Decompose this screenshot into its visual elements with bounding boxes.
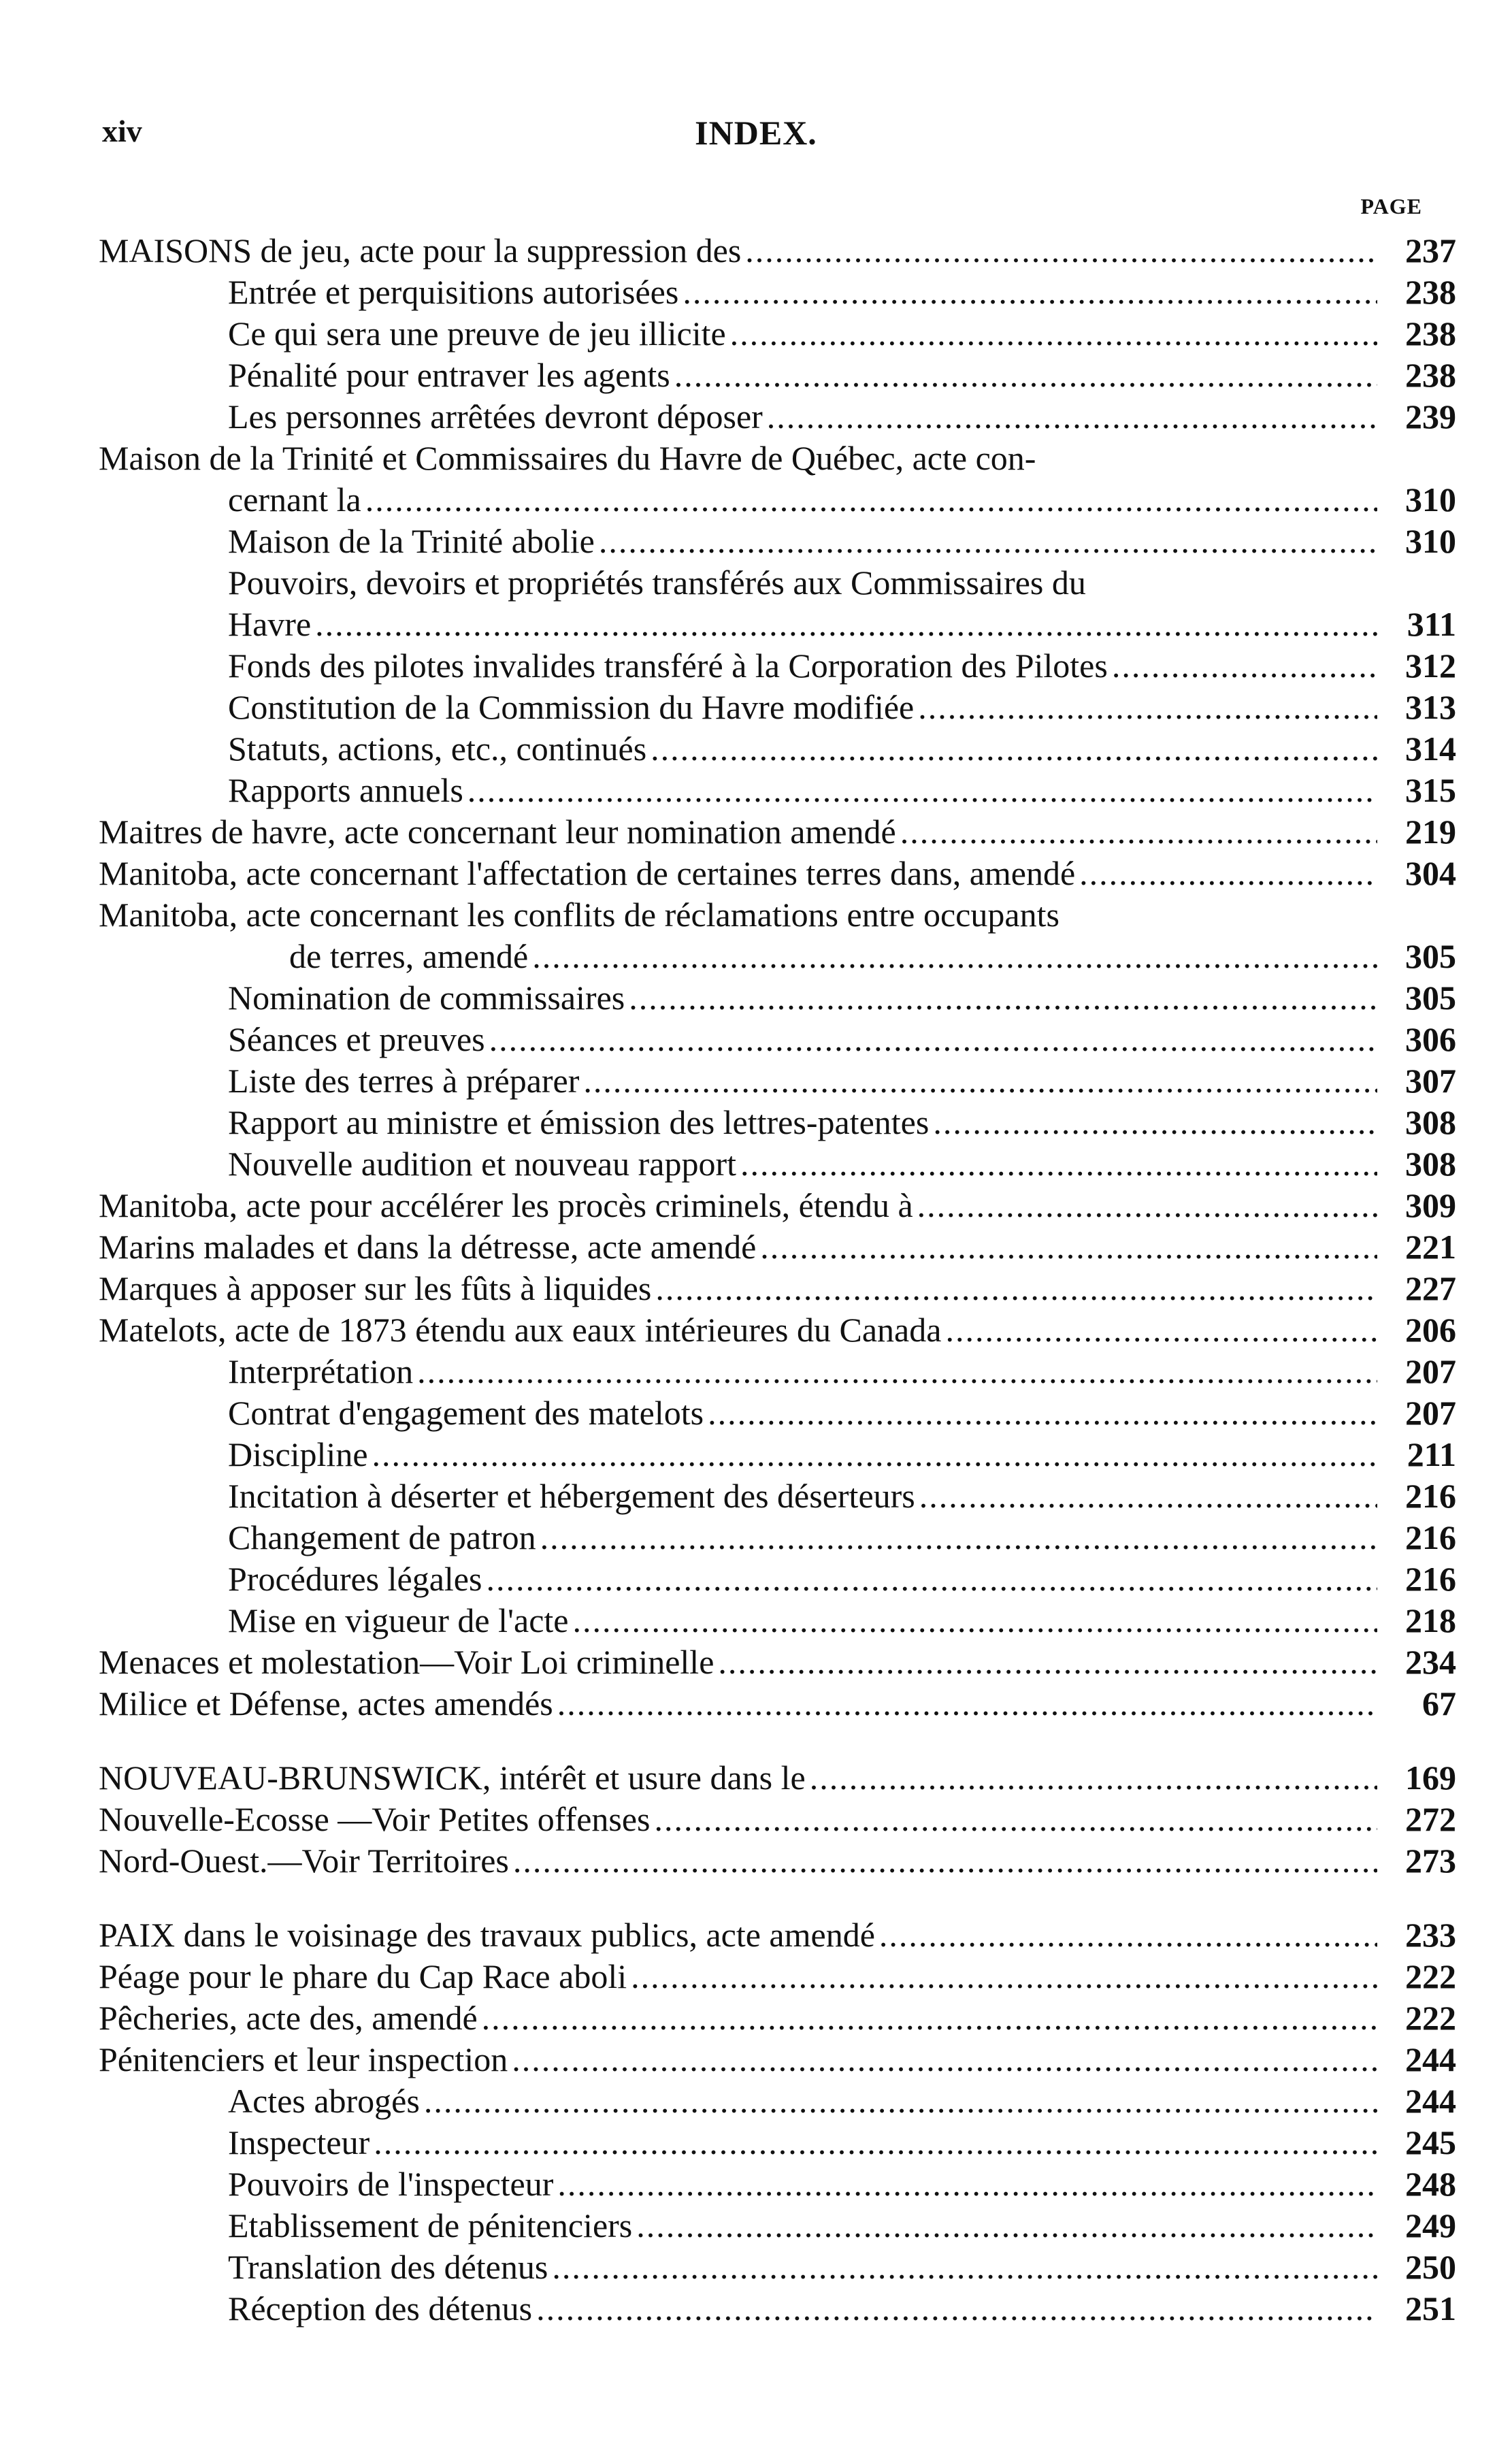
index-entry: [99, 1226, 1456, 1268]
entry-page-number: 305: [1405, 979, 1456, 1017]
entry-page-number: 248: [1405, 2165, 1456, 2203]
entry-text: Matelots, acte de 1873 étendu aux eaux intérieures du Canada: [99, 1311, 942, 1349]
dot-leader: [557, 2163, 1377, 2205]
index-entry: [99, 355, 1456, 396]
entry-text: Maison de la Trinité abolie: [228, 522, 595, 560]
index-entry: [99, 1956, 1456, 1997]
dot-leader: [918, 687, 1377, 728]
entry-text: Menaces et molestation—Voir Loi criminelle: [99, 1643, 714, 1681]
entry-text: Changement de patron: [228, 1518, 536, 1556]
entry-text: Procédures légales: [228, 1560, 482, 1598]
entry-page-number: 308: [1405, 1103, 1456, 1141]
dot-leader: [879, 1914, 1377, 1956]
index-entry: [99, 1268, 1456, 1309]
dot-leader: [636, 2205, 1377, 2247]
dot-leader: [674, 355, 1377, 396]
dot-leader: [745, 230, 1377, 272]
entry-page-number: 251: [1405, 2289, 1456, 2328]
entry-page-number: 216: [1405, 1560, 1456, 1598]
dot-leader: [365, 479, 1377, 521]
index-entry: [99, 272, 1456, 313]
entry-page-number: 216: [1405, 1518, 1456, 1556]
dot-leader: [532, 936, 1377, 977]
index-entry: [99, 2080, 1456, 2122]
entry-page-number: 238: [1405, 356, 1456, 394]
index-entry: [99, 728, 1456, 770]
entry-page-number: 239: [1405, 397, 1456, 436]
entry-page-number: 310: [1405, 480, 1456, 519]
entry-text: MAISONS de jeu, acte pour la suppression des: [99, 231, 742, 270]
index-entries: [99, 230, 1456, 2330]
index-entry: [99, 1642, 1456, 1683]
entry-page-number: 250: [1405, 2248, 1456, 2286]
section-gap: [99, 1882, 1456, 1914]
index-entry: [99, 1019, 1456, 1060]
index-entry: [99, 604, 1456, 645]
dot-leader: [683, 272, 1377, 313]
index-entry: [99, 770, 1456, 811]
entry-text: Mise en vigueur de l'acte: [228, 1601, 569, 1639]
entry-text: NOUVEAU-BRUNSWICK, intérêt et usure dans le: [99, 1759, 806, 1797]
entry-text: Milice et Défense, actes amendés: [99, 1684, 553, 1722]
index-entry: [99, 313, 1456, 355]
entry-page-number: 309: [1405, 1186, 1456, 1224]
index-entry: [99, 1475, 1456, 1517]
index-entry: [99, 479, 1456, 521]
entry-text: Marques à apposer sur les fûts à liquides: [99, 1269, 652, 1307]
entry-page-number: 218: [1405, 1601, 1456, 1639]
entry-page-number: 169: [1405, 1759, 1456, 1797]
index-entry: [99, 1143, 1456, 1185]
entry-page-number: 305: [1405, 937, 1456, 975]
entry-page-number: 244: [1405, 2040, 1456, 2078]
dot-leader: [552, 2247, 1377, 2288]
entry-text: Maitres de havre, acte concernant leur nomination amendé: [99, 813, 896, 851]
index-entry: [99, 936, 1456, 977]
entry-page-number: 308: [1405, 1145, 1456, 1183]
dot-leader: [482, 1997, 1377, 2039]
section-gap: [99, 1725, 1456, 1757]
dot-leader: [1112, 645, 1377, 687]
index-entry: [99, 521, 1456, 562]
entry-text: de terres, amendé: [289, 937, 529, 975]
index-entry: [99, 2122, 1456, 2163]
entry-text: Péage pour le phare du Cap Race aboli: [99, 1957, 627, 1995]
page-number: xiv: [102, 114, 142, 148]
entry-page-number: 67: [1422, 1684, 1456, 1722]
entry-text: Marins malades et dans la détresse, acte amendé: [99, 1228, 757, 1266]
dot-leader: [467, 770, 1377, 811]
entry-page-number: 207: [1405, 1352, 1456, 1390]
index-entry: [99, 811, 1456, 853]
entry-page-number: 206: [1405, 1311, 1456, 1349]
dot-leader: [933, 1102, 1377, 1143]
index-entry: [99, 2288, 1456, 2330]
entry-page-number: 315: [1405, 771, 1456, 809]
entry-text: Actes abrogés: [228, 2082, 420, 2120]
entry-text: Pouvoirs, devoirs et propriétés transférés aux Commissaires du: [228, 564, 1086, 602]
index-entry: [99, 1351, 1456, 1392]
entry-text: Liste des terres à préparer: [228, 1062, 580, 1100]
entry-text: Rapports annuels: [228, 771, 463, 809]
index-entry: [99, 2039, 1456, 2080]
running-head: [0, 113, 1512, 154]
entry-page-number: 237: [1405, 231, 1456, 270]
entry-page-number: 306: [1405, 1020, 1456, 1058]
entry-page-number: 207: [1405, 1394, 1456, 1432]
entry-page-number: 234: [1405, 1643, 1456, 1681]
index-entry: [99, 1757, 1456, 1799]
dot-leader: [760, 1226, 1377, 1268]
entry-text: Statuts, actions, etc., continués: [228, 730, 647, 768]
page-title: INDEX.: [695, 114, 817, 152]
entry-page-number: 238: [1405, 273, 1456, 311]
entry-text: Fonds des pilotes invalides transféré à la Corporation des Pilotes: [228, 647, 1108, 685]
entry-text: Pénalité pour entraver les agents: [228, 356, 670, 394]
entry-page-number: 222: [1405, 1999, 1456, 2037]
dot-leader: [655, 1268, 1377, 1309]
index-entry: [99, 853, 1456, 894]
entry-text: Pouvoirs de l'inspecteur: [228, 2165, 554, 2203]
dot-leader: [767, 396, 1377, 438]
index-entry: [99, 2205, 1456, 2247]
index-entry: [99, 1558, 1456, 1600]
index-entry: [99, 2163, 1456, 2205]
dot-leader: [540, 1517, 1377, 1558]
dot-leader: [708, 1392, 1377, 1434]
dot-leader: [374, 2122, 1377, 2163]
index-entry: [99, 977, 1456, 1019]
index-entry: [99, 1102, 1456, 1143]
dot-leader: [740, 1143, 1377, 1185]
dot-leader: [919, 1475, 1377, 1517]
entry-text: Nord-Ouest.—Voir Territoires: [99, 1842, 509, 1880]
page-column-label: PAGE: [1360, 194, 1422, 218]
index-entry: [99, 396, 1456, 438]
entry-page-number: 211: [1407, 1435, 1456, 1473]
index-entry: [99, 1799, 1456, 1840]
entry-page-number: 233: [1405, 1916, 1456, 1954]
entry-text: Incitation à déserter et hébergement des déserteurs: [228, 1477, 915, 1515]
dot-leader: [424, 2080, 1377, 2122]
entry-text: Interprétation: [228, 1352, 414, 1390]
entry-text: Contrat d'engagement des matelots: [228, 1394, 704, 1432]
index-entry: [99, 1434, 1456, 1475]
index-entry: [99, 230, 1456, 272]
entry-page-number: 245: [1405, 2123, 1456, 2161]
dot-leader: [557, 1683, 1377, 1725]
entry-text: Nomination de commissaires: [228, 979, 625, 1017]
entry-page-number: 219: [1405, 813, 1456, 851]
entry-page-number: 222: [1405, 1957, 1456, 1995]
entry-page-number: 314: [1405, 730, 1456, 768]
entry-text: Réception des détenus: [228, 2289, 533, 2328]
dot-leader: [372, 1434, 1377, 1475]
entry-text: Constitution de la Commission du Havre modifiée: [228, 688, 915, 726]
entry-page-number: 244: [1405, 2082, 1456, 2120]
dot-leader: [917, 1185, 1377, 1226]
index-entry: [99, 562, 1456, 604]
index-entry: [99, 1997, 1456, 2039]
index-entry: [99, 1840, 1456, 1882]
entry-text: Séances et preuves: [228, 1020, 485, 1058]
entry-text: Translation des détenus: [228, 2248, 548, 2286]
index-entry: [99, 687, 1456, 728]
entry-text: Havre: [228, 605, 312, 643]
entry-text: Ce qui sera une preuve de jeu illicite: [228, 314, 726, 353]
dot-leader: [486, 1558, 1377, 1600]
dot-leader: [718, 1642, 1377, 1683]
dot-leader: [651, 728, 1377, 770]
dot-leader: [583, 1060, 1377, 1102]
entry-text: Pêcheries, acte des, amendé: [99, 1999, 478, 2037]
entry-page-number: 227: [1405, 1269, 1456, 1307]
index-entry: [99, 1060, 1456, 1102]
entry-page-number: 221: [1405, 1228, 1456, 1266]
dot-leader: [512, 2039, 1377, 2080]
entry-text: PAIX dans le voisinage des travaux publics, acte amendé: [99, 1916, 875, 1954]
index-entry: [99, 1914, 1456, 1956]
dot-leader: [315, 604, 1377, 645]
index-entry: [99, 1600, 1456, 1642]
index-entry: [99, 2247, 1456, 2288]
index-entry: [99, 1185, 1456, 1226]
dot-leader: [631, 1956, 1377, 1997]
entry-page-number: 216: [1405, 1477, 1456, 1515]
dot-leader: [489, 1019, 1377, 1060]
entry-page-number: 273: [1405, 1842, 1456, 1880]
index-entry: [99, 1309, 1456, 1351]
dot-leader: [513, 1840, 1377, 1882]
entry-page-number: 310: [1405, 522, 1456, 560]
dot-leader: [945, 1309, 1377, 1351]
index-entry: [99, 1517, 1456, 1558]
dot-leader: [599, 521, 1377, 562]
entry-page-number: 249: [1405, 2206, 1456, 2244]
index-entry: [99, 645, 1456, 687]
dot-leader: [573, 1600, 1378, 1642]
entry-text: Manitoba, acte pour accélérer les procès criminels, étendu à: [99, 1186, 913, 1224]
entry-text: Manitoba, acte concernant l'affectation de certaines terres dans, amendé: [99, 854, 1076, 892]
entry-text: Les personnes arrêtées devront déposer: [228, 397, 763, 436]
entry-page-number: 272: [1405, 1800, 1456, 1838]
entry-text: Nouvelle-Ecosse —Voir Petites offenses: [99, 1800, 651, 1838]
entry-text: Manitoba, acte concernant les conflits de réclamations entre occupants: [99, 896, 1059, 934]
entry-text: Inspecteur: [228, 2123, 370, 2161]
dot-leader: [536, 2288, 1377, 2330]
entry-page-number: 304: [1405, 854, 1456, 892]
index-entry: [99, 1683, 1456, 1725]
entry-page-number: 313: [1405, 688, 1456, 726]
entry-text: Pénitenciers et leur inspection: [99, 2040, 508, 2078]
entry-text: Maison de la Trinité et Commissaires du Havre de Québec, acte con-: [99, 439, 1036, 477]
entry-text: Discipline: [228, 1435, 368, 1473]
entry-text: Entrée et perquisitions autorisées: [228, 273, 679, 311]
entry-text: Nouvelle audition et nouveau rapport: [228, 1145, 736, 1183]
dot-leader: [730, 313, 1377, 355]
index-entry: [99, 894, 1456, 936]
dot-leader: [1079, 853, 1377, 894]
entry-page-number: 311: [1407, 605, 1456, 643]
dot-leader: [417, 1351, 1377, 1392]
dot-leader: [900, 811, 1377, 853]
index-entry: [99, 438, 1456, 479]
entry-text: cernant la: [228, 480, 361, 519]
entry-page-number: 312: [1405, 647, 1456, 685]
dot-leader: [655, 1799, 1378, 1840]
entry-text: Rapport au ministre et émission des lettres-patentes: [228, 1103, 930, 1141]
index-entry: [99, 1392, 1456, 1434]
dot-leader: [810, 1757, 1377, 1799]
entry-text: Etablissement de pénitenciers: [228, 2206, 633, 2244]
dot-leader: [629, 977, 1377, 1019]
entry-page-number: 307: [1405, 1062, 1456, 1100]
entry-page-number: 238: [1405, 314, 1456, 353]
